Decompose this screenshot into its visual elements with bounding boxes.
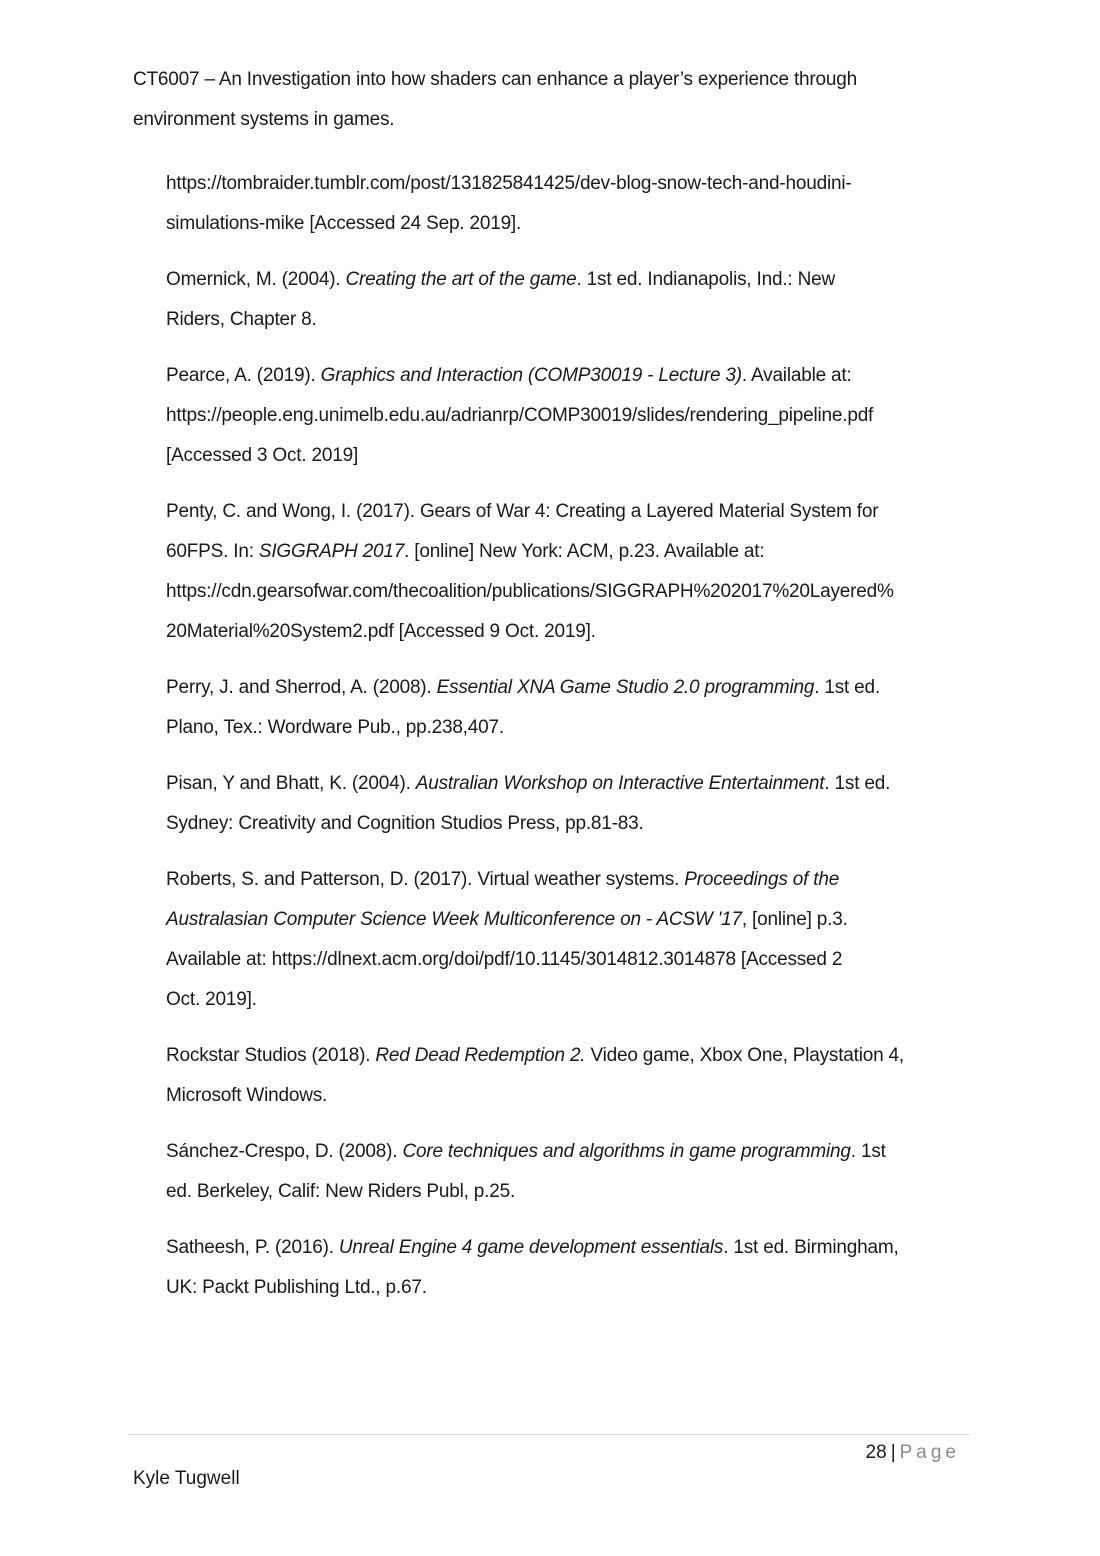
reference-line <box>166 356 974 396</box>
reference-entry <box>166 356 974 476</box>
reference-line <box>166 668 974 708</box>
reference-text: , [online] p.3. <box>741 909 848 930</box>
reference-text: Oct. 2019]. <box>166 989 257 1010</box>
reference-list <box>166 164 974 1324</box>
reference-text: Satheesh, P. (2016). <box>166 1237 339 1258</box>
reference-entry <box>166 860 974 1020</box>
reference-line <box>166 1076 974 1116</box>
reference-text: Pisan, Y and Bhatt, K. (2004). <box>166 773 416 794</box>
reference-line <box>166 764 974 804</box>
reference-text: Riders, Chapter 8. <box>166 309 317 330</box>
reference-text: UK: Packt Publishing Ltd., p.67. <box>166 1277 427 1298</box>
reference-text: [Accessed 3 Oct. 2019] <box>166 445 359 466</box>
page-label: Page <box>899 1442 960 1463</box>
reference-text: Plano, Tex.: Wordware Pub., pp.238,407. <box>166 717 504 738</box>
footer-divider <box>128 1434 970 1435</box>
reference-text: . 1st <box>850 1141 886 1162</box>
reference-italic-text: SIGGRAPH 2017 <box>258 541 405 562</box>
reference-italic-text: Proceedings of the <box>684 869 840 890</box>
reference-text: . 1st ed. Indianapolis, Ind.: New <box>576 269 836 290</box>
reference-italic-text: Essential XNA Game Studio 2.0 programming <box>436 677 815 698</box>
reference-italic-text: Unreal Engine 4 game development essentials <box>338 1237 724 1258</box>
header-line-2: environment systems in games. <box>133 109 395 130</box>
reference-line <box>166 1228 974 1268</box>
reference-line <box>166 804 974 844</box>
reference-text: Microsoft Windows. <box>166 1085 328 1106</box>
reference-entry <box>166 1132 974 1212</box>
reference-line <box>166 492 974 532</box>
reference-line <box>166 260 974 300</box>
reference-text: Video game, Xbox One, Playstation 4, <box>585 1045 905 1066</box>
reference-italic-text: Core techniques and algorithms in game programming <box>402 1141 851 1162</box>
reference-line <box>166 300 974 340</box>
reference-italic-text: Red Dead Redemption 2. <box>375 1045 586 1066</box>
reference-text: . 1st ed. <box>814 677 880 698</box>
reference-text: Pearce, A. (2019). <box>166 365 321 386</box>
reference-text: Available at: https://dlnext.acm.org/doi/pdf/10.1145/3014812.3014878 [Accessed 2 <box>166 949 843 970</box>
reference-text: Roberts, S. and Patterson, D. (2017). Virtual weather systems. <box>166 869 685 890</box>
page-number <box>866 1440 960 1466</box>
reference-line <box>166 396 974 436</box>
reference-text: https://people.eng.unimelb.edu.au/adrianrp/COMP30019/slides/rendering_pipeline.pdf <box>166 405 874 426</box>
reference-text: 60FPS. In: <box>166 541 259 562</box>
reference-line <box>166 708 974 748</box>
reference-text: 20Material%20System2.pdf [Accessed 9 Oct. 2019]. <box>166 621 596 642</box>
reference-line <box>166 900 974 940</box>
reference-text: ed. Berkeley, Calif: New Riders Publ, p.25. <box>166 1181 516 1202</box>
reference-line <box>166 1132 974 1172</box>
reference-text: Rockstar Studios (2018). <box>166 1045 376 1066</box>
reference-line <box>166 612 974 652</box>
page-header <box>133 60 973 140</box>
page-number-value: 28 <box>865 1442 887 1463</box>
reference-text: . 1st ed. <box>824 773 891 794</box>
reference-text: Sánchez-Crespo, D. (2008). <box>166 1141 403 1162</box>
reference-entry <box>166 1228 974 1308</box>
reference-entry <box>166 260 974 340</box>
reference-line <box>166 164 974 204</box>
reference-italic-text: Graphics and Interaction (COMP30019 - Lecture 3) <box>320 365 742 386</box>
reference-entry <box>166 492 974 652</box>
page-number-separator: | <box>890 1442 896 1463</box>
reference-entry <box>166 668 974 748</box>
reference-line <box>166 860 974 900</box>
author-name: Kyle Tugwell <box>133 1468 240 1489</box>
reference-line <box>166 532 974 572</box>
reference-line <box>166 1036 974 1076</box>
reference-text: . 1st ed. Birmingham, <box>723 1237 899 1258</box>
reference-text: Omernick, M. (2004). <box>166 269 346 290</box>
reference-text: https://tombraider.tumblr.com/post/131825841425/dev-blog-snow-tech-and-houdini- <box>166 173 852 194</box>
reference-line <box>166 980 974 1020</box>
reference-text: . [online] New York: ACM, p.23. Available at: <box>404 541 765 562</box>
reference-text: simulations-mike [Accessed 24 Sep. 2019]. <box>166 213 522 234</box>
reference-line <box>166 940 974 980</box>
reference-text: . Available at: <box>741 365 852 386</box>
reference-line <box>166 1172 974 1212</box>
header-line-1: CT6007 – An Investigation into how shaders can enhance a player’s experience through <box>133 69 857 90</box>
reference-line <box>166 1268 974 1308</box>
reference-italic-text: Australasian Computer Science Week Multiconference on - ACSW '17 <box>166 909 742 930</box>
reference-text: Sydney: Creativity and Cognition Studios Press, pp.81-83. <box>166 813 644 834</box>
reference-entry <box>166 164 974 244</box>
reference-entry <box>166 764 974 844</box>
reference-line <box>166 204 974 244</box>
reference-italic-text: Australian Workshop on Interactive Entertainment <box>415 773 825 794</box>
reference-entry <box>166 1036 974 1116</box>
reference-line <box>166 436 974 476</box>
reference-text: Perry, J. and Sherrod, A. (2008). <box>166 677 437 698</box>
reference-text: Penty, C. and Wong, I. (2017). Gears of War 4: Creating a Layered Material System for <box>166 501 879 522</box>
reference-line <box>166 572 974 612</box>
reference-italic-text: Creating the art of the game <box>345 269 577 290</box>
reference-text: https://cdn.gearsofwar.com/thecoalition/publications/SIGGRAPH%202017%20Layered% <box>166 581 894 602</box>
